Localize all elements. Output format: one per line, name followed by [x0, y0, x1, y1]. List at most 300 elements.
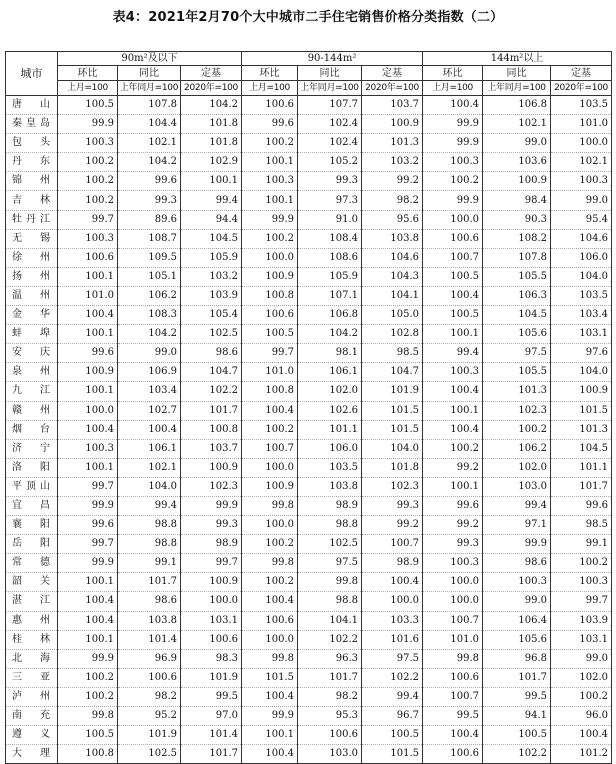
index-value-cell: 105.0 [362, 306, 423, 325]
index-value-cell: 100.3 [423, 153, 483, 172]
index-value-cell: 95.3 [298, 707, 362, 726]
base-header-fixed: 2020年=100 [181, 81, 242, 96]
index-value-cell: 109.5 [118, 248, 181, 267]
index-value-cell: 99.7 [58, 210, 118, 229]
index-value-cell: 100.1 [423, 477, 483, 496]
index-value-cell: 100.7 [423, 248, 483, 267]
index-value-cell: 102.3 [181, 477, 242, 496]
index-value-cell: 100.6 [58, 248, 118, 267]
index-value-cell: 100.1 [58, 382, 118, 401]
index-value-cell: 101.1 [551, 458, 612, 477]
index-value-cell: 102.8 [362, 325, 423, 344]
index-value-cell: 101.7 [181, 401, 242, 420]
index-value-cell: 102.3 [483, 401, 551, 420]
index-value-cell: 98.3 [181, 649, 242, 668]
index-value-cell: 100.5 [362, 726, 423, 745]
index-value-cell: 102.0 [551, 668, 612, 687]
sub-header-mom: 环比 [242, 66, 298, 81]
index-value-cell: 100.2 [483, 420, 551, 439]
index-value-cell: 104.1 [298, 611, 362, 630]
index-value-cell: 99.9 [483, 535, 551, 554]
index-value-cell: 100.9 [551, 382, 612, 401]
index-value-cell: 97.1 [483, 516, 551, 535]
index-value-cell: 100.9 [362, 115, 423, 134]
table-row [6, 153, 612, 172]
city-name-cell: 常德 [6, 554, 58, 573]
index-value-cell: 103.5 [551, 96, 612, 115]
index-value-cell: 100.5 [58, 96, 118, 115]
index-value-cell: 99.9 [242, 707, 298, 726]
table-row [6, 267, 612, 286]
index-value-cell: 99.2 [423, 458, 483, 477]
index-value-cell: 100.4 [242, 687, 298, 706]
index-value-cell: 100.2 [242, 420, 298, 439]
index-value-cell: 99.1 [118, 554, 181, 573]
index-value-cell: 99.0 [551, 191, 612, 210]
table-row [6, 477, 612, 496]
index-value-cell: 100.4 [423, 726, 483, 745]
index-value-cell: 99.3 [298, 172, 362, 191]
index-value-cell: 100.4 [58, 420, 118, 439]
index-value-cell: 105.9 [181, 248, 242, 267]
base-header-yoy: 上年同月=100 [298, 81, 362, 96]
index-value-cell: 100.3 [483, 573, 551, 592]
index-value-cell: 99.4 [118, 496, 181, 515]
index-value-cell: 99.4 [181, 191, 242, 210]
index-value-cell: 101.2 [551, 745, 612, 764]
index-value-cell: 99.4 [483, 496, 551, 515]
index-value-cell: 99.2 [362, 516, 423, 535]
base-header-fixed: 2020年=100 [551, 81, 612, 96]
index-value-cell: 106.2 [483, 439, 551, 458]
index-value-cell: 100.8 [242, 286, 298, 305]
index-value-cell: 101.3 [362, 134, 423, 153]
index-value-cell: 104.6 [551, 229, 612, 248]
index-value-cell: 94.1 [483, 707, 551, 726]
sub-header-fixed: 定基 [362, 66, 423, 81]
index-value-cell: 103.2 [181, 267, 242, 286]
index-value-cell: 99.8 [242, 496, 298, 515]
index-value-cell: 101.0 [242, 363, 298, 382]
index-value-cell: 99.9 [242, 210, 298, 229]
index-value-cell: 101.8 [181, 134, 242, 153]
table-row [6, 649, 612, 668]
city-name-cell: 大理 [6, 745, 58, 764]
index-value-cell: 100.1 [58, 630, 118, 649]
index-value-cell: 101.9 [118, 726, 181, 745]
index-value-cell: 100.1 [58, 325, 118, 344]
index-value-cell: 100.2 [58, 153, 118, 172]
index-value-cell: 96.8 [483, 649, 551, 668]
table-row [6, 554, 612, 573]
city-name-cell: 桂林 [6, 630, 58, 649]
table-row [6, 611, 612, 630]
index-value-cell: 100.3 [58, 134, 118, 153]
index-value-cell: 100.4 [118, 420, 181, 439]
index-value-cell: 98.2 [118, 687, 181, 706]
index-value-cell: 100.2 [423, 172, 483, 191]
city-name-cell: 吉林 [6, 191, 58, 210]
index-value-cell: 102.5 [181, 325, 242, 344]
index-value-cell: 100.6 [423, 745, 483, 764]
index-value-cell: 100.8 [181, 420, 242, 439]
price-index-table [5, 51, 612, 764]
city-name-cell: 牡丹江 [6, 210, 58, 229]
city-name-cell: 赣州 [6, 401, 58, 420]
index-value-cell: 100.9 [181, 573, 242, 592]
index-value-cell: 101.4 [118, 630, 181, 649]
sub-header-yoy: 同比 [298, 66, 362, 81]
city-name-cell: 惠州 [6, 611, 58, 630]
base-header-mom: 上月=100 [423, 81, 483, 96]
index-value-cell: 103.0 [298, 745, 362, 764]
index-value-cell: 100.1 [181, 172, 242, 191]
index-value-cell: 106.1 [298, 363, 362, 382]
index-value-cell: 104.3 [362, 267, 423, 286]
index-value-cell: 100.6 [423, 668, 483, 687]
city-name-cell: 烟台 [6, 420, 58, 439]
index-value-cell: 98.8 [298, 516, 362, 535]
index-value-cell: 100.0 [181, 592, 242, 611]
index-value-cell: 107.8 [483, 248, 551, 267]
index-value-cell: 101.5 [551, 401, 612, 420]
index-value-cell: 98.6 [181, 344, 242, 363]
index-value-cell: 103.2 [362, 153, 423, 172]
index-value-cell: 104.5 [483, 306, 551, 325]
index-value-cell: 100.3 [58, 439, 118, 458]
index-value-cell: 100.6 [423, 229, 483, 248]
index-value-cell: 105.1 [118, 267, 181, 286]
index-value-cell: 99.5 [423, 707, 483, 726]
group-header-large: 144m²以上 [423, 52, 612, 66]
index-value-cell: 99.3 [181, 516, 242, 535]
index-value-cell: 103.8 [298, 477, 362, 496]
index-value-cell: 100.2 [58, 191, 118, 210]
index-value-cell: 91.0 [298, 210, 362, 229]
index-value-cell: 100.0 [423, 592, 483, 611]
index-value-cell: 101.7 [298, 668, 362, 687]
index-value-cell: 89.6 [118, 210, 181, 229]
index-value-cell: 103.8 [362, 229, 423, 248]
city-name-cell: 南充 [6, 707, 58, 726]
index-value-cell: 99.8 [242, 554, 298, 573]
index-value-cell: 100.2 [58, 172, 118, 191]
index-value-cell: 100.0 [551, 134, 612, 153]
index-value-cell: 99.7 [242, 344, 298, 363]
index-value-cell: 100.9 [58, 363, 118, 382]
index-value-cell: 99.5 [483, 687, 551, 706]
index-value-cell: 95.4 [551, 210, 612, 229]
index-value-cell: 99.9 [58, 554, 118, 573]
index-value-cell: 100.0 [242, 458, 298, 477]
index-value-cell: 106.3 [483, 286, 551, 305]
index-value-cell: 104.2 [118, 325, 181, 344]
table-row [6, 535, 612, 554]
index-value-cell: 99.7 [181, 554, 242, 573]
index-value-cell: 100.0 [423, 210, 483, 229]
city-name-cell: 唐山 [6, 96, 58, 115]
index-value-cell: 102.1 [118, 134, 181, 153]
table-row [6, 134, 612, 153]
group-header-small: 90m²及以下 [58, 52, 242, 66]
index-value-cell: 99.0 [483, 592, 551, 611]
index-value-cell: 105.6 [483, 325, 551, 344]
index-value-cell: 101.5 [362, 401, 423, 420]
index-value-cell: 99.7 [551, 592, 612, 611]
city-name-cell: 平顶山 [6, 477, 58, 496]
index-value-cell: 100.3 [551, 573, 612, 592]
index-value-cell: 97.5 [483, 344, 551, 363]
index-value-cell: 100.7 [423, 611, 483, 630]
index-value-cell: 104.0 [551, 267, 612, 286]
index-value-cell: 102.7 [118, 401, 181, 420]
index-value-cell: 99.0 [118, 344, 181, 363]
index-value-cell: 105.5 [483, 267, 551, 286]
index-value-cell: 99.8 [58, 707, 118, 726]
index-value-cell: 103.1 [181, 611, 242, 630]
index-value-cell: 99.3 [423, 535, 483, 554]
city-name-cell: 徐州 [6, 248, 58, 267]
index-value-cell: 102.5 [118, 745, 181, 764]
index-value-cell: 99.9 [423, 134, 483, 153]
index-value-cell: 103.4 [551, 306, 612, 325]
city-name-cell: 济宁 [6, 439, 58, 458]
index-value-cell: 100.8 [242, 382, 298, 401]
index-value-cell: 101.9 [362, 382, 423, 401]
city-name-cell: 襄阳 [6, 516, 58, 535]
index-value-cell: 101.4 [181, 726, 242, 745]
index-value-cell: 99.0 [551, 649, 612, 668]
table-row [6, 286, 612, 305]
index-value-cell: 103.9 [551, 611, 612, 630]
index-value-cell: 99.6 [423, 496, 483, 515]
index-value-cell: 100.1 [58, 267, 118, 286]
index-value-cell: 105.4 [181, 306, 242, 325]
base-header-mom: 上月=100 [58, 81, 118, 96]
city-name-cell: 泸州 [6, 687, 58, 706]
index-value-cell: 100.5 [423, 306, 483, 325]
table-row [6, 726, 612, 745]
index-value-cell: 104.6 [362, 248, 423, 267]
index-value-cell: 108.6 [298, 248, 362, 267]
index-value-cell: 104.2 [118, 153, 181, 172]
index-value-cell: 100.6 [118, 668, 181, 687]
city-name-cell: 蚌埠 [6, 325, 58, 344]
city-name-cell: 温州 [6, 286, 58, 305]
index-value-cell: 99.9 [423, 191, 483, 210]
index-value-cell: 99.9 [58, 115, 118, 134]
sub-header-fixed: 定基 [551, 66, 612, 81]
index-value-cell: 100.0 [242, 248, 298, 267]
base-header-fixed: 2020年=100 [362, 81, 423, 96]
table-row [6, 191, 612, 210]
sub-header-mom: 环比 [58, 66, 118, 81]
index-value-cell: 100.4 [423, 382, 483, 401]
city-name-cell: 三亚 [6, 668, 58, 687]
table-row [6, 96, 612, 115]
index-value-cell: 95.6 [362, 210, 423, 229]
index-value-cell: 100.4 [58, 592, 118, 611]
city-name-cell: 安庆 [6, 344, 58, 363]
index-value-cell: 106.4 [483, 611, 551, 630]
index-value-cell: 101.5 [362, 420, 423, 439]
index-value-cell: 100.4 [362, 573, 423, 592]
index-value-cell: 97.6 [551, 344, 612, 363]
index-value-cell: 101.0 [423, 630, 483, 649]
index-value-cell: 100.0 [242, 516, 298, 535]
index-value-cell: 101.0 [58, 286, 118, 305]
index-value-cell: 101.1 [298, 420, 362, 439]
table-row [6, 325, 612, 344]
index-value-cell: 99.6 [242, 115, 298, 134]
index-value-cell: 104.7 [181, 363, 242, 382]
index-value-cell: 100.3 [242, 172, 298, 191]
index-value-cell: 97.0 [181, 707, 242, 726]
index-value-cell: 103.1 [551, 325, 612, 344]
index-value-cell: 98.4 [483, 191, 551, 210]
index-value-cell: 105.6 [483, 630, 551, 649]
sub-header-yoy: 同比 [483, 66, 551, 81]
index-value-cell: 106.9 [118, 363, 181, 382]
index-value-cell: 104.0 [118, 477, 181, 496]
city-name-cell: 洛阳 [6, 458, 58, 477]
index-value-cell: 99.8 [242, 649, 298, 668]
index-value-cell: 100.2 [423, 439, 483, 458]
index-value-cell: 100.6 [242, 306, 298, 325]
index-value-cell: 100.4 [551, 726, 612, 745]
index-value-cell: 100.4 [58, 611, 118, 630]
index-value-cell: 103.7 [181, 439, 242, 458]
index-value-cell: 102.5 [298, 535, 362, 554]
index-value-cell: 102.2 [181, 382, 242, 401]
base-header-mom: 上月=100 [242, 81, 298, 96]
index-value-cell: 100.4 [423, 286, 483, 305]
index-value-cell: 98.9 [362, 554, 423, 573]
index-value-cell: 106.0 [298, 439, 362, 458]
table-row [6, 115, 612, 134]
index-value-cell: 103.6 [483, 153, 551, 172]
index-value-cell: 95.2 [118, 707, 181, 726]
index-value-cell: 96.3 [298, 649, 362, 668]
index-value-cell: 98.8 [118, 535, 181, 554]
table-row [6, 745, 612, 764]
city-name-cell: 扬州 [6, 267, 58, 286]
index-value-cell: 103.4 [118, 382, 181, 401]
index-value-cell: 102.9 [181, 153, 242, 172]
index-value-cell: 99.6 [551, 496, 612, 515]
index-value-cell: 100.6 [242, 611, 298, 630]
index-value-cell: 104.5 [551, 439, 612, 458]
index-value-cell: 99.2 [423, 516, 483, 535]
index-value-cell: 99.0 [483, 134, 551, 153]
city-name-cell: 无锡 [6, 229, 58, 248]
table-row [6, 592, 612, 611]
index-value-cell: 100.1 [423, 401, 483, 420]
index-value-cell: 100.3 [423, 363, 483, 382]
city-name-cell: 秦皇岛 [6, 115, 58, 134]
index-value-cell: 100.1 [58, 573, 118, 592]
table-row [6, 668, 612, 687]
index-value-cell: 106.8 [298, 306, 362, 325]
index-value-cell: 99.5 [181, 687, 242, 706]
index-value-cell: 100.5 [483, 726, 551, 745]
index-value-cell: 101.6 [362, 630, 423, 649]
index-value-cell: 96.7 [362, 707, 423, 726]
table-row [6, 687, 612, 706]
index-value-cell: 100.2 [242, 229, 298, 248]
city-name-cell: 泉州 [6, 363, 58, 382]
index-value-cell: 100.6 [298, 726, 362, 745]
index-value-cell: 101.8 [181, 115, 242, 134]
index-value-cell: 102.0 [483, 458, 551, 477]
index-value-cell: 98.8 [118, 516, 181, 535]
index-value-cell: 98.5 [362, 344, 423, 363]
index-value-cell: 101.7 [551, 477, 612, 496]
city-name-cell: 遵义 [6, 726, 58, 745]
table-header [6, 52, 612, 96]
index-value-cell: 106.1 [118, 439, 181, 458]
index-value-cell: 101.7 [483, 668, 551, 687]
index-value-cell: 100.5 [423, 267, 483, 286]
city-name-cell: 九江 [6, 382, 58, 401]
table-row [6, 496, 612, 515]
index-value-cell: 94.4 [181, 210, 242, 229]
index-value-cell: 98.1 [298, 344, 362, 363]
table-body [6, 96, 612, 764]
sub-header-yoy: 同比 [118, 66, 181, 81]
index-value-cell: 99.7 [58, 535, 118, 554]
index-value-cell: 100.3 [58, 229, 118, 248]
table-row [6, 382, 612, 401]
index-value-cell: 101.3 [483, 382, 551, 401]
index-value-cell: 106.2 [118, 286, 181, 305]
base-header-yoy: 上年同月=100 [118, 81, 181, 96]
index-value-cell: 101.9 [181, 668, 242, 687]
index-value-cell: 108.7 [118, 229, 181, 248]
base-header-yoy: 上年同月=100 [483, 81, 551, 96]
index-value-cell: 100.1 [242, 726, 298, 745]
index-value-cell: 100.4 [58, 306, 118, 325]
index-value-cell: 99.6 [118, 172, 181, 191]
index-value-cell: 105.9 [298, 267, 362, 286]
index-value-cell: 108.4 [298, 229, 362, 248]
index-value-cell: 97.5 [362, 649, 423, 668]
city-name-cell: 丹东 [6, 153, 58, 172]
index-value-cell: 99.6 [58, 516, 118, 535]
city-name-cell: 宜昌 [6, 496, 58, 515]
index-value-cell: 103.9 [181, 286, 242, 305]
index-value-cell: 100.1 [58, 458, 118, 477]
index-value-cell: 99.8 [423, 649, 483, 668]
index-value-cell: 100.3 [423, 554, 483, 573]
index-value-cell: 99.8 [298, 573, 362, 592]
index-value-cell: 102.2 [362, 668, 423, 687]
index-value-cell: 103.5 [551, 286, 612, 305]
index-value-cell: 106.8 [483, 96, 551, 115]
index-value-cell: 102.2 [298, 630, 362, 649]
index-value-cell: 100.2 [242, 573, 298, 592]
index-value-cell: 103.1 [551, 630, 612, 649]
table-row [6, 344, 612, 363]
index-value-cell: 108.2 [483, 229, 551, 248]
index-value-cell: 100.4 [242, 592, 298, 611]
index-value-cell: 101.5 [362, 745, 423, 764]
index-value-cell: 101.0 [551, 115, 612, 134]
index-value-cell: 100.1 [242, 191, 298, 210]
index-value-cell: 99.1 [551, 535, 612, 554]
city-name-cell: 湛江 [6, 592, 58, 611]
index-value-cell: 100.0 [58, 401, 118, 420]
